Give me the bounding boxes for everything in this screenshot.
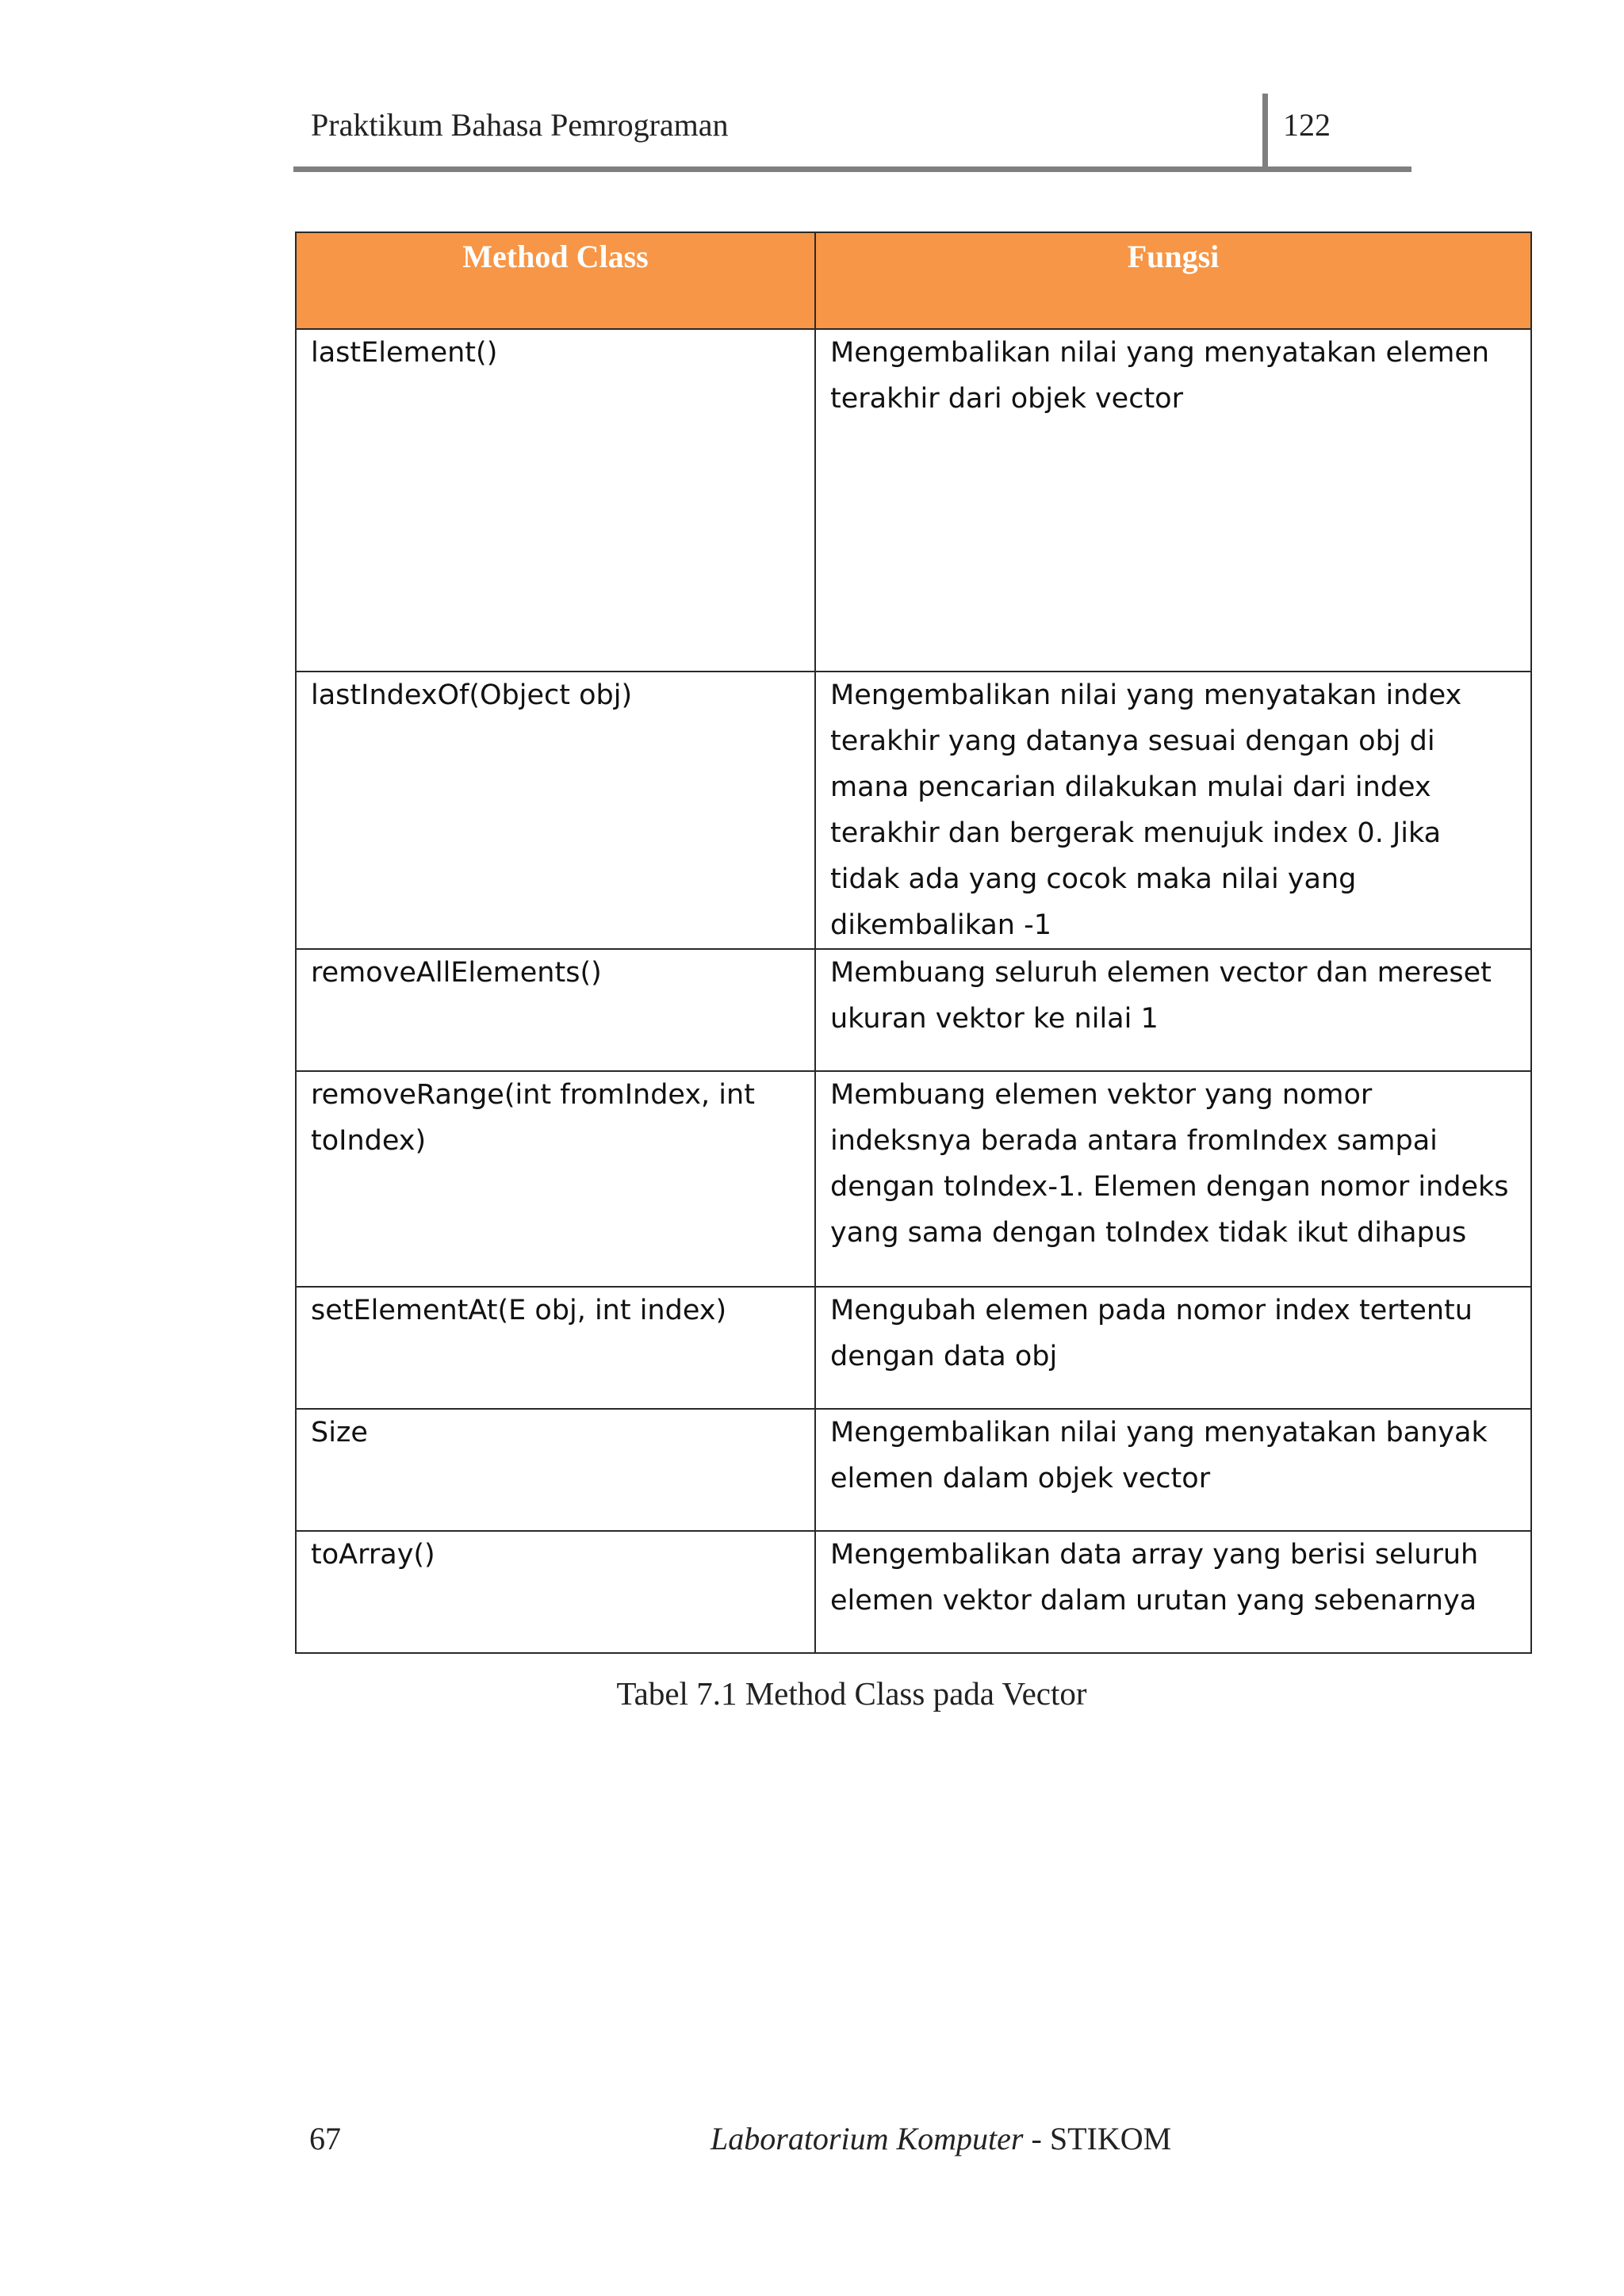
method-cell: setElementAt(E obj, int index): [296, 1287, 815, 1409]
fungsi-cell: Mengembalikan nilai yang menyatakan elemen terakhir dari objek vector: [815, 329, 1531, 672]
header-rule: [293, 166, 1411, 172]
table-row: [296, 1409, 1531, 1531]
footer-page-number: 67: [309, 2121, 341, 2156]
fungsi-cell: Mengubah elemen pada nomor index tertentu dengan data obj: [815, 1287, 1531, 1409]
header-title: Praktikum Bahasa Pemrograman: [311, 107, 729, 143]
header-page-number: 122: [1283, 107, 1331, 143]
method-cell: lastIndexOf(Object obj): [296, 672, 815, 949]
table-row: [296, 329, 1531, 672]
method-cell: removeRange(int fromIndex, int toIndex): [296, 1071, 815, 1287]
fungsi-cell: Membuang seluruh elemen vector dan mereset ukuran vektor ke nilai 1: [815, 949, 1531, 1071]
footer-lab-italic: Laboratorium Komputer: [710, 2121, 1024, 2156]
method-cell: toArray(): [296, 1531, 815, 1653]
table-caption: Tabel 7.1 Method Class pada Vector: [616, 1675, 1087, 1712]
table-row: [296, 1531, 1531, 1653]
page-header: [293, 94, 1411, 173]
column-header-method: Method Class: [296, 232, 815, 329]
method-cell: lastElement(): [296, 329, 815, 672]
table-header-row: [296, 232, 1531, 329]
header-divider: [1262, 94, 1268, 170]
fungsi-cell: Membuang elemen vektor yang nomor indeksnya berada antara fromIndex sampai dengan toIndex-1. Elemen dengan nomor indeks yang sama dengan toIndex tidak ikut dihapus: [815, 1071, 1531, 1287]
fungsi-cell: Mengembalikan data array yang berisi seluruh elemen vektor dalam urutan yang sebenarnya: [815, 1531, 1531, 1653]
method-cell: removeAllElements(): [296, 949, 815, 1071]
table-row: [296, 949, 1531, 1071]
footer-lab-rest: - STIKOM: [1023, 2121, 1172, 2156]
fungsi-cell: Mengembalikan nilai yang menyatakan index terakhir yang datanya sesuai dengan obj di mana pencarian dilakukan mulai dari index terakhir dan bergerak menujuk index 0. Jika tidak ada yang cocok maka nilai yang dikembalikan -1: [815, 672, 1531, 949]
table-row: [296, 1287, 1531, 1409]
table-row: [296, 672, 1531, 949]
fungsi-cell: Mengembalikan nilai yang menyatakan banyak elemen dalam objek vector: [815, 1409, 1531, 1531]
method-cell: Size: [296, 1409, 815, 1531]
table-row: [296, 1071, 1531, 1287]
column-header-fungsi: Fungsi: [815, 232, 1531, 329]
footer-lab-name: [710, 2120, 1171, 2157]
method-class-table: [295, 232, 1532, 1654]
